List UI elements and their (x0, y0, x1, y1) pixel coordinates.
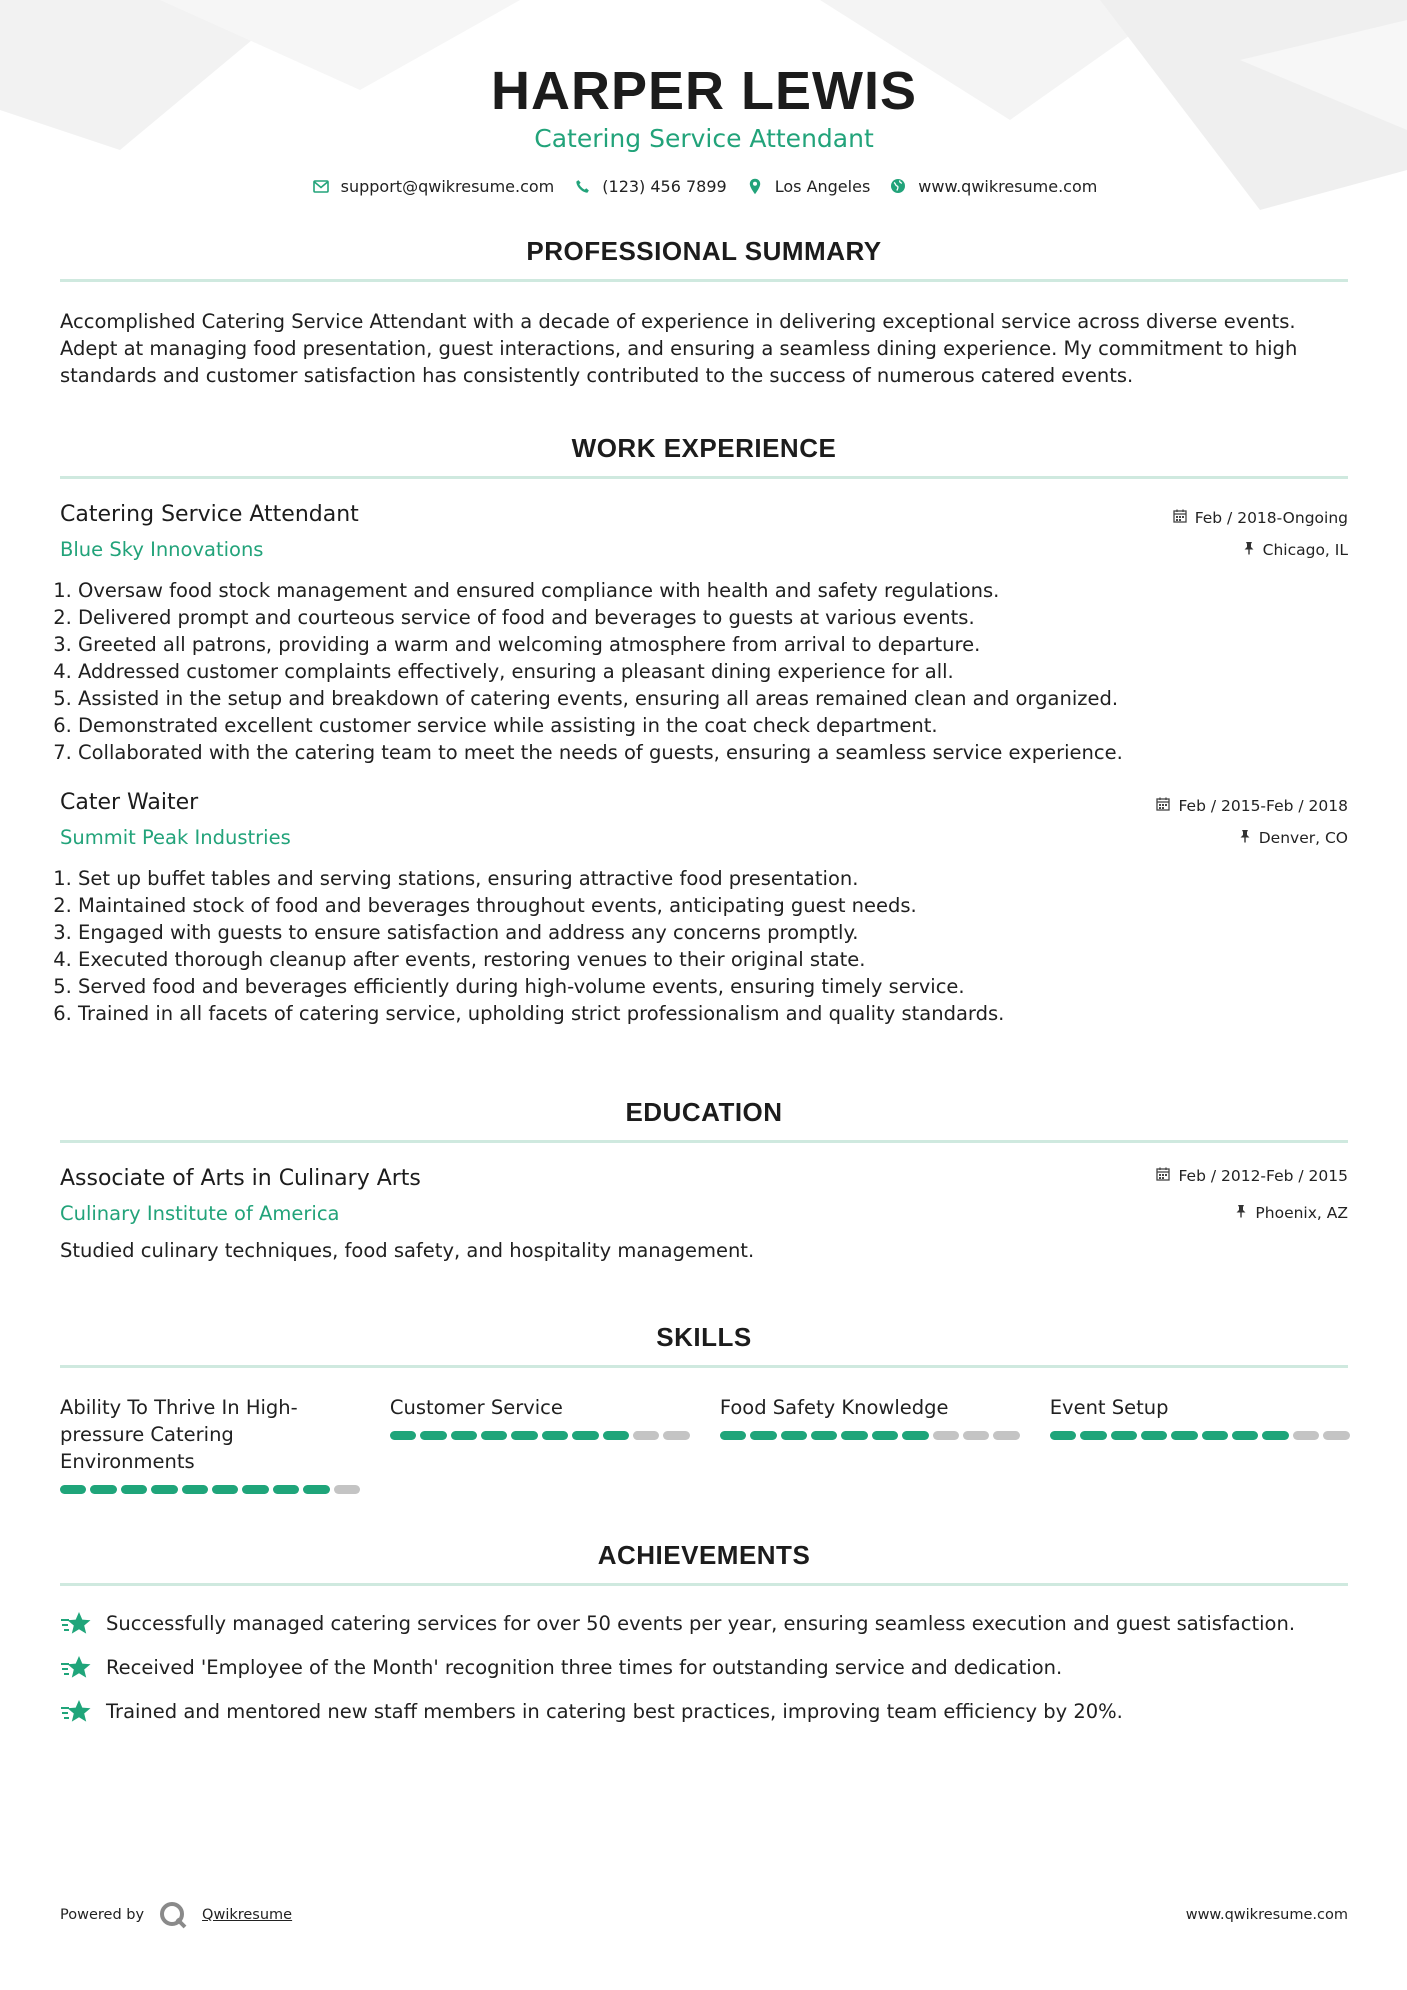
degree-title: Associate of Arts in Culinary Arts (60, 1166, 421, 1191)
qwikresume-logo-icon (158, 1900, 188, 1930)
rating-segment-filled (511, 1431, 537, 1440)
duty-list (60, 577, 1348, 766)
rating-segment-filled (303, 1485, 329, 1494)
rating-segment-filled (273, 1485, 299, 1494)
summary-text: Accomplished Catering Service Attendant with a decade of experience in delivering exceptional service across diverse events. Adept at managing food presentation, guest interactions, and ensuring a seamless dining experience. My commitment to high standards and customer satisfaction has consistently contributed to the success of numerous catered events. (60, 310, 1298, 387)
rating-segment-filled (242, 1485, 268, 1494)
rating-segment-filled (451, 1431, 477, 1440)
duty-item: 1. Oversaw food stock management and ensured compliance with health and safety regulations. (78, 577, 1348, 604)
duty-item: 6. Demonstrated excellent customer service while assisting in the coat check department. (78, 712, 1348, 739)
calendar-icon (1156, 797, 1170, 815)
section-divider (60, 1583, 1348, 1586)
resume-header (60, 0, 1348, 196)
education-description: Studied culinary techniques, food safety, and hospitality management. (60, 1239, 755, 1262)
rating-segment-filled (720, 1431, 746, 1440)
duty-item: 3. Greeted all patrons, providing a warm and welcoming atmosphere from arrival to departure. (78, 631, 1348, 658)
skills-grid (60, 1394, 1348, 1494)
rating-segment-filled (542, 1431, 568, 1440)
duty-item: 5. Served food and beverages efficiently during high-volume events, ensuring timely service. (78, 973, 1348, 1000)
powered-by (60, 1900, 292, 1930)
job-location: Chicago, IL (1262, 541, 1348, 559)
job-title: Cater Waiter (60, 790, 199, 815)
duty-item: 3. Engaged with guests to ensure satisfaction and address any concerns promptly. (78, 919, 1348, 946)
phone-text: (123) 456 7899 (602, 176, 727, 196)
duty-item: 5. Assisted in the setup and breakdown of catering events, ensuring all areas remained clean and organized. (78, 685, 1348, 712)
skill-item (390, 1394, 690, 1494)
education-entry (60, 1165, 1348, 1264)
skill-name: Food Safety Knowledge (719, 1396, 949, 1419)
rating-segment-filled (902, 1431, 928, 1440)
phone-icon (572, 176, 592, 196)
candidate-title: Catering Service Attendant (534, 124, 874, 153)
achievements-heading: ACHIEVEMENTS (597, 1540, 811, 1570)
contact-location (745, 176, 871, 196)
email-text: support@qwikresume.com (340, 176, 555, 196)
skills-heading: SKILLS (656, 1322, 752, 1352)
duty-list (60, 865, 1348, 1027)
rating-segment-filled (1262, 1431, 1288, 1440)
rating-segment-empty (993, 1431, 1019, 1440)
rating-segment-empty (334, 1485, 360, 1494)
rating-segment-filled (212, 1485, 238, 1494)
rating-segment-filled (750, 1431, 776, 1440)
pushpin-icon (1243, 541, 1255, 559)
section-divider (60, 1365, 1348, 1368)
rating-segment-filled (841, 1431, 867, 1440)
skill-rating (60, 1485, 360, 1494)
skills-section (60, 1322, 1348, 1494)
contact-website[interactable] (888, 176, 1097, 196)
achievement-text: Trained and mentored new staff members in catering best practices, improving team efficiency by 20%. (106, 1700, 1123, 1723)
rating-segment-empty (633, 1431, 659, 1440)
job-entry (60, 789, 1348, 1027)
duty-item: 7. Collaborated with the catering team to meet the needs of guests, ensuring a seamless service experience. (78, 739, 1348, 766)
calendar-icon (1156, 1167, 1170, 1185)
rating-segment-filled (1171, 1431, 1197, 1440)
star-icon (60, 1611, 92, 1637)
contact-bar (60, 176, 1348, 196)
skill-rating (720, 1431, 1020, 1440)
duty-item: 2. Maintained stock of food and beverages throughout events, anticipating guest needs. (78, 892, 1348, 919)
rating-segment-filled (1050, 1431, 1076, 1440)
achievement-list (60, 1610, 1348, 1725)
rating-segment-filled (1111, 1431, 1137, 1440)
job-date: Feb / 2018-Ongoing (1194, 509, 1348, 527)
rating-segment-filled (60, 1485, 86, 1494)
duty-item: 4. Addressed customer complaints effectively, ensuring a pleasant dining experience for all. (78, 658, 1348, 685)
rating-segment-filled (603, 1431, 629, 1440)
duty-item: 1. Set up buffet tables and serving stations, ensuring attractive food presentation. (78, 865, 1348, 892)
rating-segment-filled (121, 1485, 147, 1494)
education-section (60, 1097, 1348, 1264)
section-divider (60, 1140, 1348, 1143)
website-text: www.qwikresume.com (918, 176, 1098, 196)
rating-segment-filled (872, 1431, 898, 1440)
duty-item: 2. Delivered prompt and courteous service of food and beverages to guests at various events. (78, 604, 1348, 631)
candidate-name: HARPER LEWIS (490, 61, 918, 121)
pushpin-icon (1235, 1204, 1247, 1222)
experience-section (60, 433, 1348, 1027)
skill-item (60, 1394, 360, 1494)
calendar-icon (1173, 509, 1187, 527)
footer-website-link[interactable]: www.qwikresume.com (1185, 1907, 1348, 1923)
rating-segment-filled (1141, 1431, 1167, 1440)
location-text: Los Angeles (774, 176, 871, 196)
envelope-icon (311, 176, 331, 196)
duty-item: 6. Trained in all facets of catering service, upholding strict professionalism and quality standards. (78, 1000, 1348, 1027)
globe-icon (888, 176, 908, 196)
duty-item: 4. Executed thorough cleanup after events, restoring venues to their original state. (78, 946, 1348, 973)
rating-segment-filled (151, 1485, 177, 1494)
rating-segment-empty (663, 1431, 689, 1440)
rating-segment-filled (390, 1431, 416, 1440)
job-company: Blue Sky Innovations (60, 538, 264, 561)
school-name: Culinary Institute of America (60, 1202, 340, 1225)
skill-item (720, 1394, 1020, 1494)
skill-name: Ability To Thrive In High-pressure Catering Environments (60, 1396, 298, 1473)
brand-link[interactable]: Qwikresume (202, 1907, 293, 1923)
achievement-item (60, 1698, 1348, 1725)
rating-segment-filled (1202, 1431, 1228, 1440)
map-pin-icon (745, 176, 765, 196)
section-divider (60, 476, 1348, 479)
rating-segment-filled (572, 1431, 598, 1440)
rating-segment-empty (1293, 1431, 1319, 1440)
contact-phone[interactable] (572, 176, 726, 196)
job-entry (60, 501, 1348, 766)
achievement-text: Received 'Employee of the Month' recognition three times for outstanding service and dedication. (106, 1656, 1063, 1679)
skill-item (1050, 1394, 1350, 1494)
rating-segment-filled (811, 1431, 837, 1440)
rating-segment-filled (781, 1431, 807, 1440)
skill-name: Event Setup (1049, 1396, 1169, 1419)
pushpin-icon (1239, 829, 1251, 847)
skill-name: Customer Service (389, 1396, 563, 1419)
job-location: Denver, CO (1258, 829, 1348, 847)
education-date: Feb / 2012-Feb / 2015 (1178, 1167, 1348, 1185)
rating-segment-filled (182, 1485, 208, 1494)
achievement-text: Successfully managed catering services for over 50 events per year, ensuring seamless execution and guest satisfaction. (106, 1612, 1296, 1635)
job-date: Feb / 2015-Feb / 2018 (1178, 797, 1348, 815)
skill-rating (1050, 1431, 1350, 1440)
contact-email[interactable] (311, 176, 555, 196)
rating-segment-empty (933, 1431, 959, 1440)
skill-rating (390, 1431, 690, 1440)
rating-segment-filled (1232, 1431, 1258, 1440)
section-divider (60, 279, 1348, 282)
rating-segment-filled (420, 1431, 446, 1440)
experience-heading: WORK EXPERIENCE (571, 433, 837, 463)
job-title: Catering Service Attendant (60, 502, 359, 527)
achievement-item (60, 1610, 1348, 1637)
job-company: Summit Peak Industries (60, 826, 291, 849)
education-heading: EDUCATION (625, 1097, 783, 1127)
resume-page (60, 0, 1348, 1725)
rating-segment-empty (963, 1431, 989, 1440)
powered-by-label: Powered by (60, 1907, 145, 1923)
education-location: Phoenix, AZ (1255, 1204, 1348, 1222)
star-icon (60, 1655, 92, 1681)
summary-heading: PROFESSIONAL SUMMARY (526, 236, 882, 266)
achievements-section (60, 1540, 1348, 1725)
rating-segment-filled (1080, 1431, 1106, 1440)
achievement-item (60, 1654, 1348, 1681)
summary-section (60, 236, 1348, 389)
rating-segment-empty (1323, 1431, 1349, 1440)
page-footer (60, 1900, 1348, 1930)
star-icon (60, 1699, 92, 1725)
rating-segment-filled (481, 1431, 507, 1440)
rating-segment-filled (90, 1485, 116, 1494)
